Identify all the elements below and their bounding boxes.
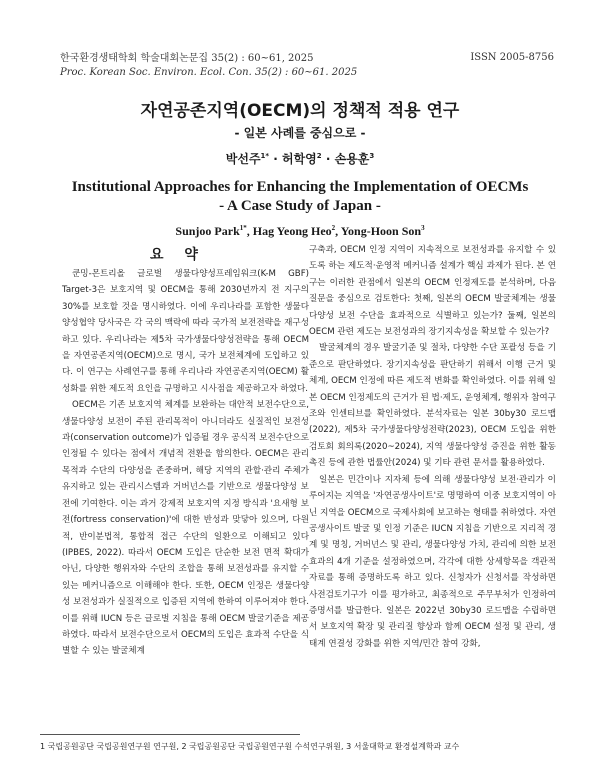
author-en-2-mark: 2: [331, 224, 336, 232]
paragraph: 구축과, OECM 인정 지역이 지속적으로 보전성과를 유지할 수 있도록 하는 제도적·운영적 메커니즘 설계가 핵심 과제가 된다. 본 연구는 이러한 관점에서 일본의 OECM 인정제도를 분석하며, 다음 질문을 중심으로 검토한다: 첫째, 일본의 OECM 발굴체계는 생물다양성 보전 수단을 효과적으로 식별하고 있는가? 둘째, 일본의 OECM 관련 제도는 보전성과의 장기지속성을 확보할 수 있는가?: [309, 245, 556, 338]
author-ko-1-mark: 1*: [260, 152, 270, 160]
issn: ISSN 2005-8756: [470, 52, 554, 63]
author-ko-3: 손용훈: [334, 152, 370, 166]
author-ko-2: 허학영: [282, 152, 317, 166]
footnote: 1 국립공원공단 국립공원연구원 연구원, 2 국립공원공단 국립공원연구원 수석연구위원, 3 서울대학교 환경설계학과 교수: [40, 742, 460, 751]
author-ko-1: 박선주: [225, 152, 261, 166]
author-sep: ·: [269, 152, 282, 166]
paragraph: 발굴체계의 경우 발굴기준 및 절차, 다양한 수단 포괄성 등을 기준으로 판단하였다. 장기지속성을 판단하기 위해서 이행 근거 및 체계, OECM 인정에 따른 제도적 변화를 확인하였다. 이를 위해 일본 OECM 인정제도의 근거가 된 법·제도, 운영체계, 행위자 참여구조와 인센티브를 확인하였다. 분석자료는 일본 30by30 로드맵(2022), 제5차 국가생물다양성전략(2023), OECM 도입을 위한 검토회 회의록(2020~2024), 지역 생물다양성 증진을 위한 활동 촉진 등에 관한 법률안(2024) 및 기타 관련 문서를 활용하였다.: [309, 343, 556, 469]
author-en-3: , Yong-Hoon Son: [335, 224, 422, 238]
paragraph: OECM은 기존 보호지역 체계를 보완하는 대안적 보전수단으로, 생물다양성 보전이 주된 관리목적이 아니더라도 실질적인 보전성과(conservation outcome)가 입증될 경우 공식적 보전수단으로 인정될 수 있다는 점에서 개념적 전환을 함의한다. OECM은 관리목적과 수단의 다양성을 존중하며, 해당 지역의 관할·관리 주체가 유지하고 있는 관리시스템과 거버넌스를 기반으로 생물다양성 보전에 기여한다. 이는 과거 강제적 보호지역 지정 방식과 '요새형 보전(fortress conservation)'에 대한 반성과 맞닿아 있으며, 다원적, 반이분법적, 통합적 접근 수단의 일환으로 이해되고 있다(IPBES, 2022). 따라서 OECM 도입은 단순한 보전 면적 확대가 아닌, 다양한 행위자와 수단의 조합을 통해 보전성과를 유지할 수 있는 메커니즘으로 이해해야 한다. 또한, OECM 인정은 생물다양성 보전성과가 실질적으로 입증된 지역에 한하여 이루어져야 한다. 이를 위해 IUCN 등은 글로벌 지침을 통해 OECM 발굴기준을 제공하였다. 따라서 보전수단으로서 OECM의 도입은 효과적 수단을 식별할 수 있는 발굴체계: [62, 400, 309, 657]
right-column: [309, 242, 556, 652]
left-column: [62, 266, 309, 660]
proceedings-ko: 한국환경생태학회 학술대회논문집 35(2) : 60~61, 2025: [60, 53, 314, 64]
proceedings-header: [60, 52, 357, 80]
title-en-line1: Institutional Approaches for Enhancing the Implementation of OECMs: [71, 179, 529, 195]
title-en: [0, 178, 600, 216]
author-en-1: Sunjoo Park: [175, 224, 240, 238]
title-ko: 자연공존지역(OECM)의 정책적 적용 연구: [140, 101, 460, 121]
abstract-heading: 요 약: [150, 247, 206, 263]
author-ko-2-mark: 2: [316, 152, 322, 160]
author-sep: ·: [321, 152, 335, 166]
authors-en: [0, 224, 600, 239]
authors-ko: [0, 150, 600, 167]
author-ko-3-mark: 3: [369, 152, 375, 160]
footnote-rule: [40, 734, 300, 735]
proceedings-en: Proc. Korean Soc. Environ. Ecol. Con. 35(2) : 60~61. 2025: [60, 67, 358, 78]
title-en-line2: - A Case Study of Japan -: [219, 198, 381, 214]
paragraph: 쿤밍-몬트리올 글로벌 생물다양성프레임워크(K-M GBF) Target-3은 보호지역 및 OECM을 통해 2030년까지 전 지구의 30%를 보호할 것을 명시하였다. 이에 우리나라를 포함한 생물다양성협약 당사국은 각 국의 맥락에 따라 국가적 보전전략을 재구성하고 있다. 우리나라는 제5차 국가생물다양성전략을 통해 OECM을 자연공존지역(OECM)으로 명시, 국가 보전체계에 도입하고 있다. 이 연구는 사례연구를 통해 우리나라 자연공존지역(OECM) 활성화를 위한 제도적 요인을 규명하고 시사점을 제공하고자 하였다.: [62, 269, 309, 394]
author-en-2: , Hag Yeong Heo: [246, 224, 332, 238]
author-en-3-mark: 3: [421, 224, 425, 232]
author-en-1-mark: 1*: [239, 224, 247, 232]
subtitle-ko: - 일본 사례를 중심으로 -: [234, 126, 366, 140]
paragraph: 일본은 민간이나 지자체 등에 의해 생물다양성 보전·관리가 이루어지는 지역을 '자연공생사이트'로 명명하여 이중 보호지역이 아닌 지역을 OECM으로 국제사회에 보고하는 형태를 취하였다. 자연공생사이트 발굴 및 인정 기준은 IUCN 지침을 기반으로 지리적 경계 및 명칭, 거버넌스 및 관리, 생물다양성 가치, 관리에 의한 보전효과의 4개 기준을 설정하였으며, 각각에 대한 상세항목을 객관적 자료를 통해 증명하도록 하고 있다. 신청자가 신청서를 작성하면 사전검토기구가 이를 평가하고, 최종적으로 주무부처가 인정하여 증명서를 발급한다. 일본은 2022년 30by30 로드맵을 수립하면서 보호지역 확장 및 관리질 향상과 함께 OECM 설정 및 관리, 생태계 연결성 강화를 위한 지역/민간 참여 강화,: [309, 474, 556, 649]
